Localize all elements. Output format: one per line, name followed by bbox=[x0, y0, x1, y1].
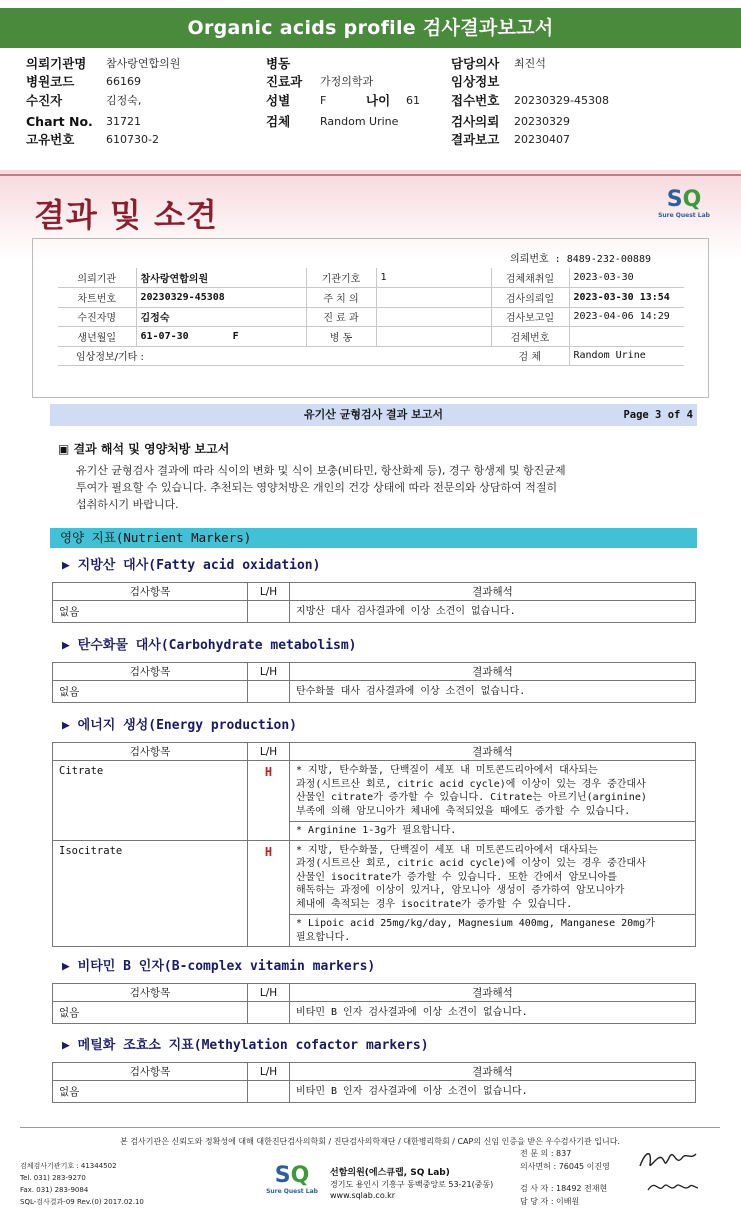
info-label: 결과보고 bbox=[451, 132, 500, 147]
signer-row: 검 사 자 : 18492 전재현 bbox=[520, 1184, 608, 1193]
info-label: 병원코드 bbox=[26, 74, 75, 89]
interp-line: 산물인 isocitrate가 증가할 수 있습니다. 또한 간에서 암모니아를 bbox=[296, 871, 617, 883]
patient-key: 의뢰기관 bbox=[58, 268, 136, 288]
prescription-cell: * Arginine 1-3g가 필요합니다. bbox=[290, 822, 696, 841]
result-title: 결과 및 소견 bbox=[34, 196, 218, 234]
interpretation-line: 섭취하시기 바랍니다. bbox=[76, 498, 179, 511]
patient-row bbox=[58, 346, 684, 366]
column-header: 결과해석 bbox=[290, 1063, 696, 1081]
info-value: 참사랑연합의원 bbox=[106, 57, 181, 70]
info-label: 의뢰기관명 bbox=[26, 56, 87, 71]
column-header: 결과해석 bbox=[290, 663, 696, 681]
sex-value: F bbox=[232, 330, 239, 342]
signer-row: 담 당 자 : 이배원 bbox=[520, 1196, 580, 1206]
prescription-line: 필요합니다. bbox=[296, 931, 351, 943]
logo-letter-s: S bbox=[274, 1163, 291, 1188]
square-bullet-icon: ▣ bbox=[58, 442, 74, 456]
signer-row: 전 문 의 : 837 bbox=[520, 1149, 572, 1158]
page-indicator: Page 3 of 4 bbox=[623, 409, 693, 421]
interp-cell: 탄수화물 대사 검사결과에 이상 소견이 없습니다. bbox=[290, 681, 696, 703]
item-cell: 없음 bbox=[53, 1081, 248, 1103]
interp-line: 해독하는 과정에 이상이 있거나, 암모니아 생성이 증가하여 암모니아가 bbox=[296, 885, 625, 896]
table-row bbox=[53, 840, 696, 915]
patient-value: 2023-03-30 bbox=[569, 268, 684, 288]
info-value: Random Urine bbox=[320, 115, 399, 128]
column-header: L/H bbox=[248, 984, 290, 1002]
interpretation-heading-text: 결과 해석 및 영양처방 보고서 bbox=[73, 442, 230, 456]
patient-value: 2023-03-30 13:54 bbox=[569, 288, 684, 308]
patient-key: 검체채취일 bbox=[491, 268, 569, 288]
lab-address: 경기도 용인시 기흥구 동백중앙로 53-21(중동) bbox=[330, 1180, 494, 1189]
info-value: 김정숙, bbox=[106, 94, 142, 107]
vitamin-b-table bbox=[52, 983, 696, 1024]
logo-letter-s: S bbox=[666, 187, 683, 212]
prescription-line: * Lipoic acid 25mg/kg/day, Magnesium 400mg, Manganese 20mg가 bbox=[296, 918, 655, 929]
info-value: 20230329 bbox=[514, 115, 570, 128]
info-label: 접수번호 bbox=[451, 93, 500, 108]
column-header: 결과해석 bbox=[290, 984, 696, 1002]
column-header: 결과해석 bbox=[290, 743, 696, 761]
interp-cell bbox=[290, 761, 696, 822]
patient-row bbox=[58, 327, 684, 347]
section-title-carbohydrate: ▶ 탄수화물 대사(Carbohydrate metabolism) bbox=[62, 638, 357, 653]
footer-divider bbox=[20, 1127, 720, 1128]
info-label: 병동 bbox=[266, 56, 291, 71]
patient-key: 주 치 의 bbox=[306, 288, 376, 308]
flag-cell bbox=[248, 1081, 290, 1103]
section-divider bbox=[0, 174, 741, 176]
lab-code: 검체검사기관기호 : 41344502 bbox=[20, 1162, 117, 1170]
sq-lab-footer-logo bbox=[262, 1164, 322, 1204]
info-value: F bbox=[320, 94, 327, 107]
patient-value bbox=[569, 327, 684, 347]
signer-row: 의사면허 : 76045 이진영 bbox=[520, 1161, 610, 1171]
high-flag: H bbox=[264, 765, 273, 779]
patient-key: 검사보고일 bbox=[491, 307, 569, 327]
interpretation-line: 투여가 필요할 수 있습니다. 추천되는 영양처방은 개인의 건강 상태에 따라 전문의와 상담하여 적절히 bbox=[76, 481, 558, 494]
sq-lab-logo bbox=[656, 188, 712, 228]
patient-row bbox=[58, 268, 684, 288]
interp-line: 부족에 의해 암모니아가 체내에 축적되었을 때에도 증가할 수 있습니다. bbox=[296, 805, 631, 817]
interp-line: 체내에 축적되는 경우 isocitrate가 증가할 수 있습니다. bbox=[296, 898, 573, 910]
info-label: 담당의사 bbox=[451, 56, 500, 71]
table-row bbox=[53, 761, 696, 822]
flag-cell bbox=[248, 761, 290, 841]
patient-value bbox=[376, 288, 491, 308]
patient-key: 기관기호 bbox=[306, 268, 376, 288]
flag-cell bbox=[248, 840, 290, 947]
nutrient-markers-bar: 영양 지표(Nutrient Markers) bbox=[50, 528, 697, 548]
column-header: L/H bbox=[248, 663, 290, 681]
interpretation-text bbox=[76, 462, 696, 513]
column-header: L/H bbox=[248, 1063, 290, 1081]
physician-signature bbox=[636, 1146, 700, 1174]
interp-cell: 지방산 대사 검사결과에 이상 소견이 없습니다. bbox=[290, 601, 696, 623]
patient-key: 병 동 bbox=[306, 327, 376, 347]
patient-key: 검사의뢰일 bbox=[491, 288, 569, 308]
patient-value bbox=[136, 327, 306, 347]
column-header: L/H bbox=[248, 743, 290, 761]
info-label: Chart No. bbox=[26, 114, 93, 129]
birthdate-value: 61-07-30 bbox=[140, 330, 189, 342]
info-value: 20230407 bbox=[514, 133, 570, 146]
technician-signature bbox=[644, 1176, 700, 1198]
info-value: 최진석 bbox=[514, 57, 546, 70]
flag-cell bbox=[248, 681, 290, 703]
info-value: 31721 bbox=[106, 115, 141, 128]
lab-website: www.sqlab.co.kr bbox=[330, 1191, 396, 1200]
interp-line: 과정(시트르산 회로, citric acid cycle)에 이상이 있는 경우 중간대사 bbox=[296, 778, 646, 790]
fatty-acid-table bbox=[52, 582, 696, 623]
info-label: 진료과 bbox=[266, 74, 303, 89]
info-label: 검사의뢰 bbox=[451, 114, 500, 129]
patient-value: 참사랑연합의원 bbox=[136, 268, 306, 288]
lab-name: 선함의원(에스큐랩, SQ Lab) bbox=[330, 1168, 450, 1178]
patient-key: 차트번호 bbox=[58, 288, 136, 308]
interp-cell: 비타민 B 인자 검사결과에 이상 소견이 없습니다. bbox=[290, 1002, 696, 1024]
item-cell: 없음 bbox=[53, 1002, 248, 1024]
flag-cell bbox=[248, 601, 290, 623]
carbohydrate-table bbox=[52, 662, 696, 703]
info-label: 임상정보 bbox=[451, 74, 500, 89]
column-header: L/H bbox=[248, 583, 290, 601]
high-flag: H bbox=[264, 844, 273, 859]
patient-value: 김정숙 bbox=[136, 307, 306, 327]
methylation-table bbox=[52, 1062, 696, 1103]
item-cell: 없음 bbox=[53, 681, 248, 703]
report-section-title: 유기산 균형검사 결과 보고서 bbox=[304, 408, 443, 421]
lab-fax: Fax. 031) 283-9084 bbox=[20, 1186, 89, 1194]
flag-cell bbox=[248, 1002, 290, 1024]
logo-subtitle: Sure Quest Lab bbox=[658, 212, 710, 219]
interp-line: 과정(시트르산 회로, citric acid cycle)에 이상이 있는 경우 중간대사 bbox=[296, 858, 646, 869]
patient-key: 검체번호 bbox=[491, 327, 569, 347]
logo-letter-q: Q bbox=[682, 187, 702, 212]
patient-value bbox=[376, 307, 491, 327]
request-number: 의뢰번호 : 8489-232-00889 bbox=[510, 254, 651, 265]
lab-identity bbox=[330, 1168, 493, 1201]
info-label: 검체 bbox=[266, 114, 291, 129]
column-header: 검사항목 bbox=[53, 984, 248, 1002]
lab-tel: Tel. 031) 283-9270 bbox=[20, 1174, 86, 1182]
info-label: 수진자 bbox=[26, 93, 63, 108]
patient-key: 생년월일 bbox=[58, 327, 136, 347]
patient-key: 진 료 과 bbox=[306, 307, 376, 327]
interp-cell: 비타민 B 인자 검사결과에 이상 소견이 없습니다. bbox=[290, 1081, 696, 1103]
info-value: 가정의학과 bbox=[320, 75, 374, 88]
item-cell: 없음 bbox=[53, 601, 248, 623]
info-label: 성별 bbox=[266, 93, 291, 108]
column-header: 검사항목 bbox=[53, 743, 248, 761]
age-label: 나이 bbox=[366, 93, 391, 108]
lab-contact bbox=[20, 1160, 144, 1208]
info-value: 20230329-45308 bbox=[514, 94, 609, 107]
patient-value: 1 bbox=[376, 268, 491, 288]
patient-value: 2023-04-06 14:29 bbox=[569, 307, 684, 327]
logo-letter-q: Q bbox=[290, 1163, 310, 1188]
interpretation-heading bbox=[58, 440, 229, 457]
interp-cell bbox=[290, 840, 696, 915]
patient-key: 검 체 bbox=[491, 346, 569, 366]
section-title-vitamin-b: ▶ 비타민 B 인자(B-complex vitamin markers) bbox=[62, 959, 376, 974]
interp-line: * 지방, 탄수화물, 단백질이 세포 내 미토콘드리아에서 대사되는 bbox=[296, 844, 598, 856]
section-title-fatty-acid: ▶ 지방산 대사(Fatty acid oxidation) bbox=[62, 558, 321, 573]
form-revision: SQL-검사결과-09 Rev.(0) 2017.02.10 bbox=[20, 1198, 144, 1206]
interp-line: 산물인 citrate가 증가할 수 있습니다. Citrate는 아르기닌(arginine) bbox=[296, 792, 647, 803]
item-cell: Isocitrate bbox=[53, 840, 248, 947]
column-header: 검사항목 bbox=[53, 1063, 248, 1081]
section-title-energy: ▶ 에너지 생성(Energy production) bbox=[62, 718, 297, 733]
clinical-info: 임상정보/기타 : bbox=[58, 346, 491, 366]
certification-text: 본 검사기관은 신뢰도와 정확성에 대해 대한진단검사의학회 / 진단검사의학재단 / 대한병리학회 / CAP의 신임 인증을 받은 우수검사기관 입니다. bbox=[120, 1137, 620, 1146]
patient-value: Random Urine bbox=[569, 346, 684, 366]
report-section-bar bbox=[50, 404, 697, 426]
info-value: 66169 bbox=[106, 75, 141, 88]
column-header: 검사항목 bbox=[53, 663, 248, 681]
patient-row bbox=[58, 307, 684, 327]
logo-subtitle: Sure Quest Lab bbox=[266, 1188, 318, 1195]
info-value: 610730-2 bbox=[106, 133, 159, 146]
prescription-cell bbox=[290, 915, 696, 947]
interpretation-line: 유기산 균형검사 결과에 따라 식이의 변화 및 식이 보충(비타민, 항산화제 등), 경구 항생제 및 항진균제 bbox=[76, 464, 566, 477]
signers bbox=[520, 1148, 610, 1208]
interp-line: * 지방, 탄수화물, 단백질이 세포 내 미토콘드리아에서 대사되는 bbox=[296, 765, 598, 776]
energy-table bbox=[52, 742, 696, 947]
patient-table bbox=[58, 268, 684, 366]
column-header: 검사항목 bbox=[53, 583, 248, 601]
age-value: 61 bbox=[406, 94, 420, 107]
patient-value bbox=[376, 327, 491, 347]
column-header: 결과해석 bbox=[290, 583, 696, 601]
item-cell: Citrate bbox=[53, 761, 248, 841]
patient-value: 20230329-45308 bbox=[136, 288, 306, 308]
info-label: 고유번호 bbox=[26, 132, 75, 147]
patient-key: 수진자명 bbox=[58, 307, 136, 327]
report-title: Organic acids profile 검사결과보고서 bbox=[0, 8, 741, 48]
section-title-methylation: ▶ 메틸화 조효소 지표(Methylation cofactor markers) bbox=[62, 1038, 429, 1053]
patient-row bbox=[58, 288, 684, 308]
